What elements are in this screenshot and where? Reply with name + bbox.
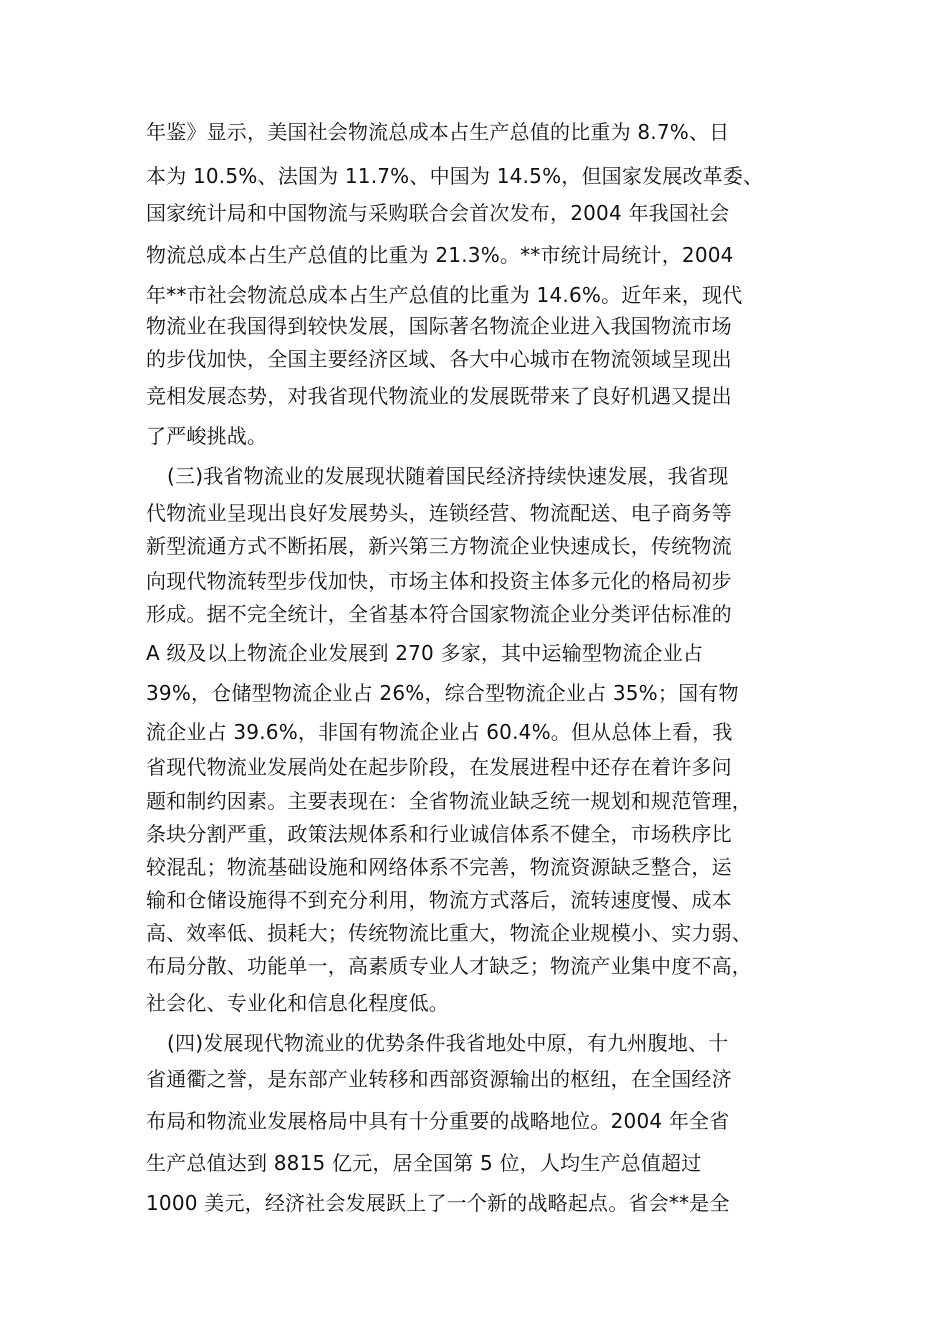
text-line: 1000 美元，经济社会发展跃上了一个新的战略起点。省会**是全 [146, 1191, 730, 1215]
text-line: A 级及以上物流企业发展到 270 多家，其中运输型物流企业占 [146, 641, 704, 665]
text-line: 高、效率低、损耗大；传统物流比重大，物流企业规模小、实力弱、 [146, 921, 752, 945]
text-line: 较混乱；物流基础设施和网络体系不完善，物流资源缺乏整合，运 [146, 855, 732, 879]
text-line: 年**市社会物流总成本占生产总值的比重为 14.6%。近年来，现代 [146, 283, 743, 307]
text-line: 新型流通方式不断拓展，新兴第三方物流企业快速成长，传统物流 [146, 534, 732, 558]
text-line: 物流业在我国得到较快发展，国际著名物流企业进入我国物流市场 [146, 314, 732, 338]
text-line: 本为 10.5%、法国为 11.7%、中国为 14.5%，但国家发展改革委、 [146, 164, 764, 188]
text-line: 39%，仓储型物流企业占 26%，综合型物流企业占 35%；国有物 [146, 681, 739, 705]
text-line: 条块分割严重，政策法规体系和行业诚信体系不健全，市场秩序比 [146, 822, 732, 846]
text-line: 题和制约因素。主要表现在：全省物流业缺乏统一规划和规范管理， [146, 789, 752, 813]
text-line: 布局分散、功能单一，高素质专业人才缺乏；物流产业集中度不高， [146, 954, 752, 978]
text-line: 省现代物流业发展尚处在起步阶段，在发展进程中还存在着许多问 [146, 755, 732, 779]
text-line: 流企业占 39.6%，非国有物流企业占 60.4%。但从总体上看，我 [146, 720, 733, 744]
text-line: 省通衢之誉，是东部产业转移和西部资源输出的枢纽，在全国经济 [146, 1067, 732, 1091]
text-line: 社会化、专业化和信息化程度低。 [146, 991, 449, 1015]
text-line: 了严峻挑战。 [146, 424, 268, 448]
text-line: 向现代物流转型步伐加快，市场主体和投资主体多元化的格局初步 [146, 569, 732, 593]
text-line: 国家统计局和中国物流与采购联合会首次发布，2004 年我国社会 [146, 201, 730, 225]
text-line: 的步伐加快，全国主要经济区域、各大中心城市在物流领域呈现出 [146, 347, 732, 371]
text-line: 竞相发展态势，对我省现代物流业的发展既带来了良好机遇又提出 [146, 384, 732, 408]
text-line: 生产总值达到 8815 亿元，居全国第 5 位，人均生产总值超过 [146, 1151, 702, 1175]
text-line: 形成。据不完全统计，全省基本符合国家物流企业分类评估标准的 [146, 602, 732, 626]
text-line: 输和仓储设施得不到充分利用，物流方式落后，流转速度慢、成本 [146, 888, 732, 912]
section-heading-line: (四)发展现代物流业的优势条件我省地处中原，有九州腹地、十 [167, 1031, 729, 1055]
text-line: 代物流业呈现出良好发展势头，连锁经营、物流配送、电子商务等 [146, 501, 732, 525]
section-heading-line: (三)我省物流业的发展现状随着国民经济持续快速发展，我省现 [167, 464, 729, 488]
text-line: 年鉴》显示，美国社会物流总成本占生产总值的比重为 8.7%、日 [146, 120, 730, 144]
text-line: 布局和物流业发展格局中具有十分重要的战略地位。2004 年全省 [146, 1109, 730, 1133]
text-line: 物流总成本占生产总值的比重为 21.3%。**市统计局统计，2004 [146, 243, 734, 267]
